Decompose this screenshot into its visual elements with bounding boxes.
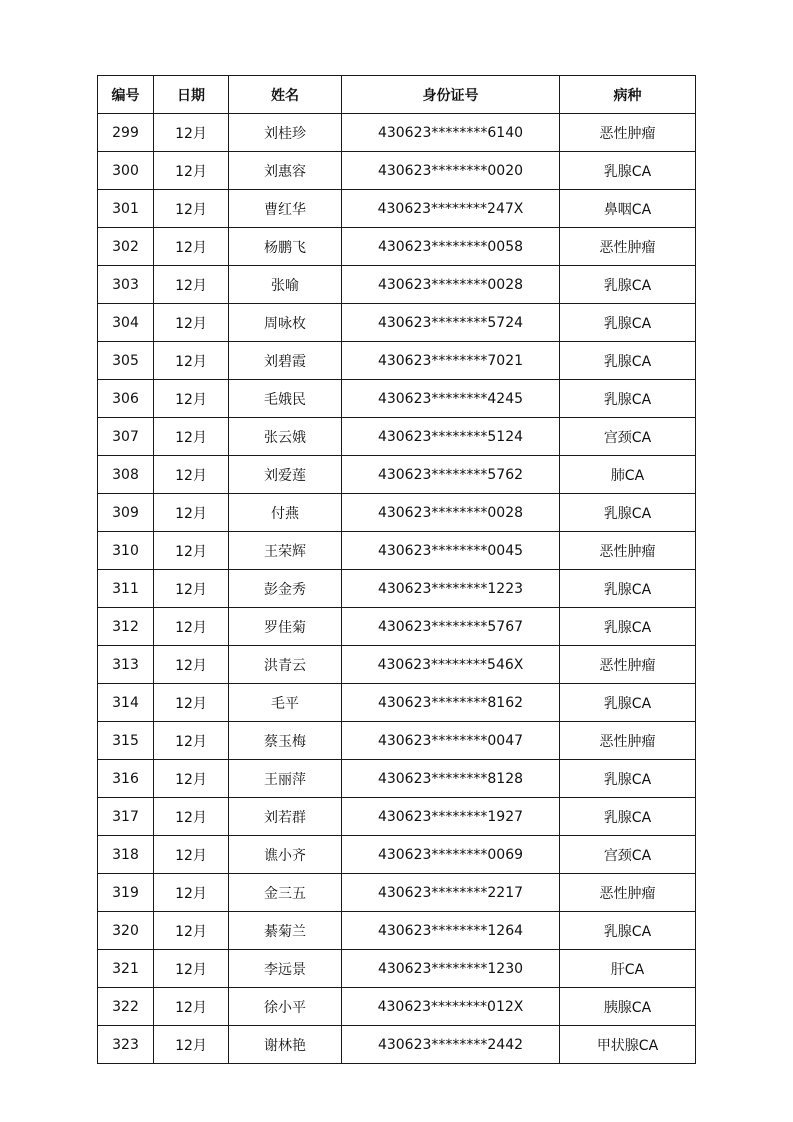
table-row	[98, 494, 696, 532]
cell-name: 刘桂珍	[229, 114, 342, 152]
cell-name: 毛娥民	[229, 380, 342, 418]
cell-name: 刘若群	[229, 798, 342, 836]
cell-name: 綦菊兰	[229, 912, 342, 950]
cell-number: 317	[98, 798, 154, 836]
cell-number: 323	[98, 1026, 154, 1064]
cell-date: 12月	[154, 1026, 229, 1064]
cell-id-number: 430623********1230	[342, 950, 560, 988]
table-row	[98, 304, 696, 342]
table-row	[98, 760, 696, 798]
cell-id-number: 430623********0020	[342, 152, 560, 190]
cell-id-number: 430623********8162	[342, 684, 560, 722]
cell-id-number: 430623********5762	[342, 456, 560, 494]
cell-name: 张喻	[229, 266, 342, 304]
cell-date: 12月	[154, 266, 229, 304]
header-row	[98, 76, 696, 114]
table-row	[98, 684, 696, 722]
cell-disease: 乳腺CA	[560, 342, 696, 380]
cell-disease: 肝CA	[560, 950, 696, 988]
cell-date: 12月	[154, 342, 229, 380]
cell-disease: 乳腺CA	[560, 494, 696, 532]
table-row	[98, 114, 696, 152]
cell-disease: 恶性肿瘤	[560, 532, 696, 570]
cell-disease: 乳腺CA	[560, 570, 696, 608]
cell-name: 付燕	[229, 494, 342, 532]
cell-id-number: 430623********012X	[342, 988, 560, 1026]
cell-number: 314	[98, 684, 154, 722]
cell-id-number: 430623********5124	[342, 418, 560, 456]
cell-name: 李远景	[229, 950, 342, 988]
cell-name: 王荣辉	[229, 532, 342, 570]
header-number: 编号	[98, 76, 154, 114]
table-row	[98, 532, 696, 570]
cell-disease: 乳腺CA	[560, 266, 696, 304]
table-row	[98, 798, 696, 836]
cell-disease: 乳腺CA	[560, 760, 696, 798]
cell-number: 312	[98, 608, 154, 646]
cell-name: 张云娥	[229, 418, 342, 456]
cell-number: 306	[98, 380, 154, 418]
cell-number: 301	[98, 190, 154, 228]
table-header	[98, 76, 696, 114]
cell-number: 303	[98, 266, 154, 304]
cell-id-number: 430623********7021	[342, 342, 560, 380]
cell-date: 12月	[154, 570, 229, 608]
cell-disease: 肺CA	[560, 456, 696, 494]
cell-number: 315	[98, 722, 154, 760]
cell-disease: 宫颈CA	[560, 836, 696, 874]
cell-date: 12月	[154, 152, 229, 190]
cell-date: 12月	[154, 608, 229, 646]
cell-number: 316	[98, 760, 154, 798]
cell-date: 12月	[154, 836, 229, 874]
cell-date: 12月	[154, 114, 229, 152]
cell-date: 12月	[154, 912, 229, 950]
cell-date: 12月	[154, 418, 229, 456]
cell-id-number: 430623********5724	[342, 304, 560, 342]
cell-name: 毛平	[229, 684, 342, 722]
cell-disease: 恶性肿瘤	[560, 646, 696, 684]
table-row	[98, 608, 696, 646]
cell-id-number: 430623********247X	[342, 190, 560, 228]
table-row	[98, 418, 696, 456]
cell-date: 12月	[154, 532, 229, 570]
patient-registry-table	[97, 75, 696, 1064]
cell-disease: 恶性肿瘤	[560, 722, 696, 760]
cell-name: 蔡玉梅	[229, 722, 342, 760]
table-row	[98, 836, 696, 874]
cell-number: 318	[98, 836, 154, 874]
cell-disease: 乳腺CA	[560, 798, 696, 836]
table-body	[98, 114, 696, 1064]
cell-disease: 乳腺CA	[560, 684, 696, 722]
table-row	[98, 874, 696, 912]
cell-date: 12月	[154, 874, 229, 912]
cell-id-number: 430623********0028	[342, 494, 560, 532]
cell-name: 曹红华	[229, 190, 342, 228]
cell-name: 杨鹏飞	[229, 228, 342, 266]
cell-disease: 乳腺CA	[560, 380, 696, 418]
cell-number: 321	[98, 950, 154, 988]
table-row	[98, 152, 696, 190]
cell-id-number: 430623********0058	[342, 228, 560, 266]
cell-date: 12月	[154, 380, 229, 418]
cell-id-number: 430623********0028	[342, 266, 560, 304]
table-row	[98, 266, 696, 304]
cell-number: 305	[98, 342, 154, 380]
cell-date: 12月	[154, 722, 229, 760]
cell-name: 王丽萍	[229, 760, 342, 798]
cell-disease: 乳腺CA	[560, 912, 696, 950]
cell-number: 322	[98, 988, 154, 1026]
cell-date: 12月	[154, 988, 229, 1026]
cell-disease: 乳腺CA	[560, 608, 696, 646]
cell-id-number: 430623********0045	[342, 532, 560, 570]
cell-disease: 宫颈CA	[560, 418, 696, 456]
cell-date: 12月	[154, 950, 229, 988]
table-row	[98, 342, 696, 380]
cell-date: 12月	[154, 646, 229, 684]
cell-date: 12月	[154, 494, 229, 532]
cell-name: 徐小平	[229, 988, 342, 1026]
cell-disease: 恶性肿瘤	[560, 874, 696, 912]
table-row	[98, 646, 696, 684]
cell-id-number: 430623********0069	[342, 836, 560, 874]
table-row	[98, 570, 696, 608]
cell-number: 308	[98, 456, 154, 494]
cell-id-number: 430623********5767	[342, 608, 560, 646]
cell-number: 313	[98, 646, 154, 684]
cell-id-number: 430623********1927	[342, 798, 560, 836]
cell-name: 金三五	[229, 874, 342, 912]
cell-name: 周咏枚	[229, 304, 342, 342]
table-row	[98, 722, 696, 760]
cell-disease: 恶性肿瘤	[560, 114, 696, 152]
cell-disease: 恶性肿瘤	[560, 228, 696, 266]
cell-disease: 甲状腺CA	[560, 1026, 696, 1064]
table-row	[98, 950, 696, 988]
cell-name: 刘爱莲	[229, 456, 342, 494]
table-row	[98, 190, 696, 228]
cell-date: 12月	[154, 684, 229, 722]
cell-disease: 胰腺CA	[560, 988, 696, 1026]
table-row	[98, 456, 696, 494]
table-row	[98, 1026, 696, 1064]
cell-number: 299	[98, 114, 154, 152]
cell-disease: 乳腺CA	[560, 304, 696, 342]
cell-date: 12月	[154, 304, 229, 342]
cell-id-number: 430623********8128	[342, 760, 560, 798]
cell-date: 12月	[154, 798, 229, 836]
cell-date: 12月	[154, 760, 229, 798]
cell-name: 彭金秀	[229, 570, 342, 608]
cell-id-number: 430623********6140	[342, 114, 560, 152]
header-date: 日期	[154, 76, 229, 114]
cell-date: 12月	[154, 228, 229, 266]
cell-id-number: 430623********546X	[342, 646, 560, 684]
table-row	[98, 228, 696, 266]
cell-name: 刘惠容	[229, 152, 342, 190]
cell-number: 304	[98, 304, 154, 342]
cell-name: 谯小齐	[229, 836, 342, 874]
cell-number: 307	[98, 418, 154, 456]
cell-id-number: 430623********2217	[342, 874, 560, 912]
cell-name: 洪青云	[229, 646, 342, 684]
cell-id-number: 430623********0047	[342, 722, 560, 760]
header-id-number: 身份证号	[342, 76, 560, 114]
cell-name: 刘碧霞	[229, 342, 342, 380]
cell-disease: 鼻咽CA	[560, 190, 696, 228]
header-disease: 病种	[560, 76, 696, 114]
cell-number: 319	[98, 874, 154, 912]
cell-number: 300	[98, 152, 154, 190]
cell-number: 311	[98, 570, 154, 608]
cell-disease: 乳腺CA	[560, 152, 696, 190]
cell-name: 谢林艳	[229, 1026, 342, 1064]
table-row	[98, 912, 696, 950]
cell-number: 302	[98, 228, 154, 266]
cell-id-number: 430623********2442	[342, 1026, 560, 1064]
cell-number: 310	[98, 532, 154, 570]
cell-id-number: 430623********4245	[342, 380, 560, 418]
cell-number: 309	[98, 494, 154, 532]
cell-number: 320	[98, 912, 154, 950]
header-name: 姓名	[229, 76, 342, 114]
table-row	[98, 380, 696, 418]
cell-name: 罗佳菊	[229, 608, 342, 646]
table-row	[98, 988, 696, 1026]
cell-id-number: 430623********1264	[342, 912, 560, 950]
cell-id-number: 430623********1223	[342, 570, 560, 608]
cell-date: 12月	[154, 456, 229, 494]
cell-date: 12月	[154, 190, 229, 228]
